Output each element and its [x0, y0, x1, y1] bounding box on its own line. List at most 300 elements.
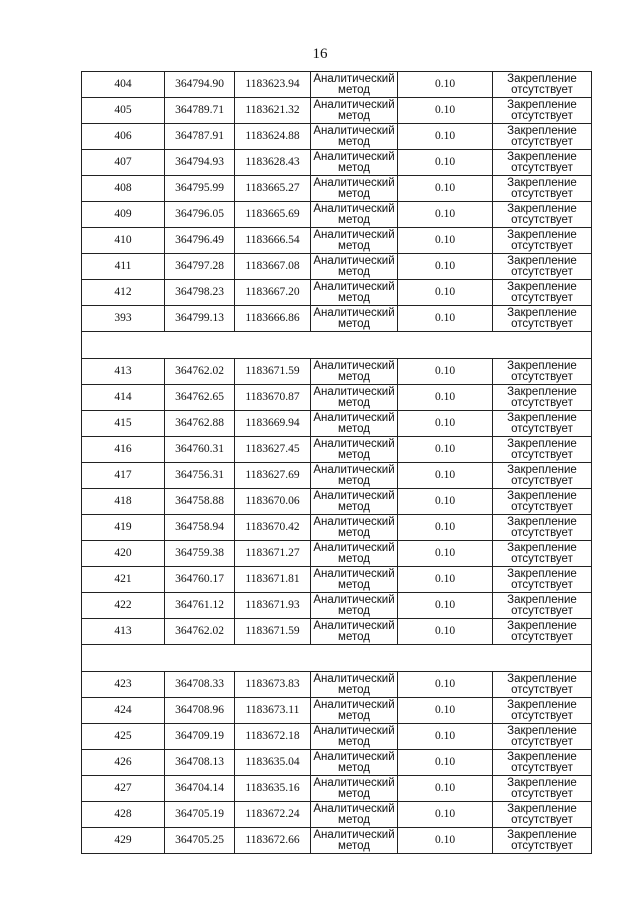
- method-label-line1: Аналитический: [313, 359, 395, 372]
- fixing-label-line1: Закрепление: [507, 463, 577, 476]
- point-number-cell: 422: [82, 593, 165, 619]
- table-row: [82, 176, 592, 202]
- fixing-cell: [493, 306, 592, 332]
- x-coordinate-cell: 364794.90: [165, 72, 235, 98]
- fixing-cell: [493, 202, 592, 228]
- y-coordinate-cell: 1183671.93: [235, 593, 311, 619]
- x-coordinate-cell: 364759.38: [165, 541, 235, 567]
- accuracy-cell: 0.10: [398, 724, 493, 750]
- method-cell: [311, 541, 398, 567]
- table-row: [82, 385, 592, 411]
- point-number-cell: 416: [82, 437, 165, 463]
- y-coordinate-cell: 1183672.66: [235, 828, 311, 854]
- x-coordinate-cell: 364760.31: [165, 437, 235, 463]
- accuracy-cell: 0.10: [398, 306, 493, 332]
- method-cell: [311, 776, 398, 802]
- x-coordinate-cell: 364708.96: [165, 698, 235, 724]
- fixing-label-line1: Закрепление: [507, 593, 577, 606]
- method-cell: [311, 802, 398, 828]
- page-number: 16: [312, 46, 328, 62]
- x-coordinate-cell: 364762.02: [165, 619, 235, 645]
- method-label-line2: метод: [338, 578, 370, 591]
- x-coordinate-cell: 364798.23: [165, 280, 235, 306]
- y-coordinate-cell: 1183669.94: [235, 411, 311, 437]
- table-row: [82, 567, 592, 593]
- x-coordinate-cell: 364797.28: [165, 254, 235, 280]
- y-coordinate-cell: 1183670.06: [235, 489, 311, 515]
- accuracy-cell: 0.10: [398, 489, 493, 515]
- fixing-label-line1: Закрепление: [507, 567, 577, 580]
- group-separator-cell: [82, 332, 592, 359]
- table-row: [82, 98, 592, 124]
- fixing-label-line2: отсутствует: [511, 552, 573, 565]
- point-number-cell: 404: [82, 72, 165, 98]
- x-coordinate-cell: 364762.65: [165, 385, 235, 411]
- fixing-cell: [493, 750, 592, 776]
- point-number-cell: 412: [82, 280, 165, 306]
- fixing-label-line1: Закрепление: [507, 176, 577, 189]
- method-cell: [311, 359, 398, 385]
- method-label-line2: метод: [338, 317, 370, 330]
- method-label-line2: метод: [338, 422, 370, 435]
- x-coordinate-cell: 364705.25: [165, 828, 235, 854]
- accuracy-cell: 0.10: [398, 150, 493, 176]
- fixing-cell: [493, 541, 592, 567]
- fixing-label-line1: Закрепление: [507, 228, 577, 241]
- method-cell: [311, 724, 398, 750]
- point-number-cell: 409: [82, 202, 165, 228]
- fixing-label-line2: отсутствует: [511, 630, 573, 643]
- x-coordinate-cell: 364796.49: [165, 228, 235, 254]
- method-label-line1: Аналитический: [313, 72, 395, 85]
- group-separator-row: [82, 332, 592, 359]
- fixing-label-line2: отсутствует: [511, 735, 573, 748]
- point-number-cell: 408: [82, 176, 165, 202]
- table-row: [82, 254, 592, 280]
- fixing-label-line2: отсутствует: [511, 239, 573, 252]
- accuracy-cell: 0.10: [398, 254, 493, 280]
- method-label-line1: Аналитический: [313, 411, 395, 424]
- fixing-label-line2: отсутствует: [511, 213, 573, 226]
- x-coordinate-cell: 364760.17: [165, 567, 235, 593]
- method-cell: [311, 750, 398, 776]
- x-coordinate-cell: 364758.88: [165, 489, 235, 515]
- method-label-line1: Аналитический: [313, 593, 395, 606]
- table-row: [82, 541, 592, 567]
- method-label-line1: Аналитический: [313, 306, 395, 319]
- table-row: [82, 672, 592, 698]
- table-row: [82, 724, 592, 750]
- fixing-label-line1: Закрепление: [507, 150, 577, 163]
- fixing-cell: [493, 411, 592, 437]
- accuracy-cell: 0.10: [398, 72, 493, 98]
- method-cell: [311, 828, 398, 854]
- point-number-cell: 429: [82, 828, 165, 854]
- fixing-label-line2: отсутствует: [511, 317, 573, 330]
- fixing-cell: [493, 385, 592, 411]
- fixing-cell: [493, 463, 592, 489]
- method-label-line2: метод: [338, 396, 370, 409]
- method-cell: [311, 306, 398, 332]
- x-coordinate-cell: 364708.33: [165, 672, 235, 698]
- fixing-cell: [493, 280, 592, 306]
- accuracy-cell: 0.10: [398, 672, 493, 698]
- method-label-line2: метод: [338, 526, 370, 539]
- fixing-label-line2: отсутствует: [511, 761, 573, 774]
- y-coordinate-cell: 1183667.08: [235, 254, 311, 280]
- method-label-line2: метод: [338, 630, 370, 643]
- y-coordinate-cell: 1183671.27: [235, 541, 311, 567]
- method-label-line2: метод: [338, 291, 370, 304]
- point-number-cell: 424: [82, 698, 165, 724]
- fixing-cell: [493, 802, 592, 828]
- y-coordinate-cell: 1183623.94: [235, 72, 311, 98]
- fixing-label-line2: отсутствует: [511, 526, 573, 539]
- x-coordinate-cell: 364796.05: [165, 202, 235, 228]
- fixing-cell: [493, 176, 592, 202]
- accuracy-cell: 0.10: [398, 567, 493, 593]
- method-cell: [311, 672, 398, 698]
- fixing-label-line1: Закрепление: [507, 72, 577, 85]
- method-label-line1: Аналитический: [313, 98, 395, 111]
- y-coordinate-cell: 1183671.81: [235, 567, 311, 593]
- fixing-label-line1: Закрепление: [507, 437, 577, 450]
- fixing-label-line1: Закрепление: [507, 515, 577, 528]
- method-label-line1: Аналитический: [313, 619, 395, 632]
- y-coordinate-cell: 1183673.83: [235, 672, 311, 698]
- method-label-line1: Аналитический: [313, 672, 395, 685]
- point-number-cell: 418: [82, 489, 165, 515]
- fixing-cell: [493, 593, 592, 619]
- point-number-cell: 405: [82, 98, 165, 124]
- x-coordinate-cell: 364709.19: [165, 724, 235, 750]
- table-row: [82, 411, 592, 437]
- point-number-cell: 428: [82, 802, 165, 828]
- table-row: [82, 437, 592, 463]
- coordinates-table-body: [82, 72, 592, 854]
- fixing-label-line1: Закрепление: [507, 124, 577, 137]
- point-number-cell: 410: [82, 228, 165, 254]
- method-cell: [311, 411, 398, 437]
- y-coordinate-cell: 1183671.59: [235, 359, 311, 385]
- accuracy-cell: 0.10: [398, 619, 493, 645]
- method-label-line2: метод: [338, 761, 370, 774]
- fixing-label-line1: Закрепление: [507, 802, 577, 815]
- point-number-cell: 406: [82, 124, 165, 150]
- method-cell: [311, 463, 398, 489]
- method-cell: [311, 254, 398, 280]
- accuracy-cell: 0.10: [398, 776, 493, 802]
- fixing-cell: [493, 698, 592, 724]
- coordinates-table: [81, 71, 592, 854]
- method-cell: [311, 698, 398, 724]
- fixing-label-line1: Закрепление: [507, 750, 577, 763]
- fixing-label-line2: отсутствует: [511, 161, 573, 174]
- y-coordinate-cell: 1183624.88: [235, 124, 311, 150]
- table-row: [82, 489, 592, 515]
- x-coordinate-cell: 364704.14: [165, 776, 235, 802]
- fixing-label-line2: отсутствует: [511, 709, 573, 722]
- fixing-label-line1: Закрепление: [507, 619, 577, 632]
- table-row: [82, 828, 592, 854]
- fixing-label-line1: Закрепление: [507, 776, 577, 789]
- method-label-line1: Аналитический: [313, 280, 395, 293]
- method-cell: [311, 515, 398, 541]
- method-label-line1: Аналитический: [313, 698, 395, 711]
- table-row: [82, 359, 592, 385]
- method-label-line2: метод: [338, 709, 370, 722]
- table-row: [82, 202, 592, 228]
- method-label-line2: метод: [338, 787, 370, 800]
- accuracy-cell: 0.10: [398, 98, 493, 124]
- fixing-label-line1: Закрепление: [507, 672, 577, 685]
- accuracy-cell: 0.10: [398, 437, 493, 463]
- method-label-line1: Аналитический: [313, 541, 395, 554]
- method-cell: [311, 280, 398, 306]
- y-coordinate-cell: 1183667.20: [235, 280, 311, 306]
- method-label-line1: Аналитический: [313, 385, 395, 398]
- accuracy-cell: 0.10: [398, 202, 493, 228]
- method-cell: [311, 124, 398, 150]
- method-cell: [311, 176, 398, 202]
- y-coordinate-cell: 1183621.32: [235, 98, 311, 124]
- fixing-label-line1: Закрепление: [507, 385, 577, 398]
- point-number-cell: 420: [82, 541, 165, 567]
- method-cell: [311, 98, 398, 124]
- method-label-line2: метод: [338, 187, 370, 200]
- fixing-label-line2: отсутствует: [511, 83, 573, 96]
- fixing-label-line1: Закрепление: [507, 280, 577, 293]
- fixing-cell: [493, 98, 592, 124]
- method-label-line1: Аналитический: [313, 828, 395, 841]
- accuracy-cell: 0.10: [398, 228, 493, 254]
- method-label-line1: Аналитический: [313, 202, 395, 215]
- table-row: [82, 593, 592, 619]
- fixing-cell: [493, 515, 592, 541]
- x-coordinate-cell: 364795.99: [165, 176, 235, 202]
- accuracy-cell: 0.10: [398, 385, 493, 411]
- x-coordinate-cell: 364787.91: [165, 124, 235, 150]
- table-row: [82, 280, 592, 306]
- point-number-cell: 419: [82, 515, 165, 541]
- fixing-label-line2: отсутствует: [511, 187, 573, 200]
- method-label-line2: метод: [338, 552, 370, 565]
- y-coordinate-cell: 1183673.11: [235, 698, 311, 724]
- fixing-label-line1: Закрепление: [507, 724, 577, 737]
- table-row: [82, 150, 592, 176]
- y-coordinate-cell: 1183666.86: [235, 306, 311, 332]
- accuracy-cell: 0.10: [398, 280, 493, 306]
- y-coordinate-cell: 1183672.18: [235, 724, 311, 750]
- method-label-line2: метод: [338, 239, 370, 252]
- y-coordinate-cell: 1183635.04: [235, 750, 311, 776]
- y-coordinate-cell: 1183665.69: [235, 202, 311, 228]
- group-separator-cell: [82, 645, 592, 672]
- method-cell: [311, 150, 398, 176]
- method-label-line1: Аналитический: [313, 776, 395, 789]
- y-coordinate-cell: 1183671.59: [235, 619, 311, 645]
- x-coordinate-cell: 364789.71: [165, 98, 235, 124]
- method-label-line1: Аналитический: [313, 228, 395, 241]
- method-label-line2: метод: [338, 683, 370, 696]
- fixing-label-line1: Закрепление: [507, 489, 577, 502]
- method-cell: [311, 202, 398, 228]
- method-label-line2: метод: [338, 474, 370, 487]
- point-number-cell: 415: [82, 411, 165, 437]
- fixing-cell: [493, 228, 592, 254]
- method-label-line2: метод: [338, 839, 370, 852]
- fixing-label-line2: отсутствует: [511, 396, 573, 409]
- accuracy-cell: 0.10: [398, 515, 493, 541]
- method-label-line2: метод: [338, 448, 370, 461]
- fixing-label-line2: отсутствует: [511, 474, 573, 487]
- x-coordinate-cell: 364758.94: [165, 515, 235, 541]
- fixing-label-line1: Закрепление: [507, 828, 577, 841]
- point-number-cell: 423: [82, 672, 165, 698]
- table-row: [82, 802, 592, 828]
- method-label-line2: метод: [338, 500, 370, 513]
- point-number-cell: 407: [82, 150, 165, 176]
- accuracy-cell: 0.10: [398, 411, 493, 437]
- x-coordinate-cell: 364705.19: [165, 802, 235, 828]
- point-number-cell: 417: [82, 463, 165, 489]
- table-row: [82, 750, 592, 776]
- fixing-label-line1: Закрепление: [507, 541, 577, 554]
- method-label-line2: метод: [338, 265, 370, 278]
- fixing-label-line1: Закрепление: [507, 306, 577, 319]
- x-coordinate-cell: 364708.13: [165, 750, 235, 776]
- accuracy-cell: 0.10: [398, 541, 493, 567]
- fixing-cell: [493, 724, 592, 750]
- point-number-cell: 421: [82, 567, 165, 593]
- point-number-cell: 413: [82, 619, 165, 645]
- method-label-line2: метод: [338, 213, 370, 226]
- fixing-cell: [493, 619, 592, 645]
- method-label-line1: Аналитический: [313, 463, 395, 476]
- table-row: [82, 124, 592, 150]
- fixing-label-line1: Закрепление: [507, 202, 577, 215]
- fixing-cell: [493, 254, 592, 280]
- fixing-cell: [493, 776, 592, 802]
- table-row: [82, 619, 592, 645]
- fixing-cell: [493, 489, 592, 515]
- method-label-line2: метод: [338, 135, 370, 148]
- table-row: [82, 463, 592, 489]
- fixing-label-line2: отсутствует: [511, 135, 573, 148]
- x-coordinate-cell: 364794.93: [165, 150, 235, 176]
- y-coordinate-cell: 1183670.42: [235, 515, 311, 541]
- fixing-cell: [493, 150, 592, 176]
- method-label-line1: Аналитический: [313, 750, 395, 763]
- method-label-line1: Аналитический: [313, 489, 395, 502]
- fixing-label-line2: отсутствует: [511, 448, 573, 461]
- fixing-label-line1: Закрепление: [507, 359, 577, 372]
- method-label-line2: метод: [338, 604, 370, 617]
- table-row: [82, 306, 592, 332]
- fixing-label-line2: отсутствует: [511, 578, 573, 591]
- y-coordinate-cell: 1183628.43: [235, 150, 311, 176]
- method-label-line1: Аналитический: [313, 567, 395, 580]
- fixing-label-line1: Закрепление: [507, 698, 577, 711]
- fixing-label-line2: отсутствует: [511, 787, 573, 800]
- x-coordinate-cell: 364761.12: [165, 593, 235, 619]
- method-label-line1: Аналитический: [313, 124, 395, 137]
- table-row: [82, 228, 592, 254]
- point-number-cell: 427: [82, 776, 165, 802]
- accuracy-cell: 0.10: [398, 802, 493, 828]
- fixing-cell: [493, 567, 592, 593]
- fixing-label-line2: отсутствует: [511, 291, 573, 304]
- fixing-label-line2: отсутствует: [511, 604, 573, 617]
- fixing-label-line2: отсутствует: [511, 683, 573, 696]
- point-number-cell: 414: [82, 385, 165, 411]
- y-coordinate-cell: 1183627.69: [235, 463, 311, 489]
- fixing-cell: [493, 672, 592, 698]
- point-number-cell: 413: [82, 359, 165, 385]
- method-label-line1: Аналитический: [313, 515, 395, 528]
- x-coordinate-cell: 364762.88: [165, 411, 235, 437]
- accuracy-cell: 0.10: [398, 750, 493, 776]
- method-label-line2: метод: [338, 370, 370, 383]
- fixing-label-line1: Закрепление: [507, 254, 577, 267]
- method-label-line1: Аналитический: [313, 437, 395, 450]
- accuracy-cell: 0.10: [398, 828, 493, 854]
- method-label-line2: метод: [338, 109, 370, 122]
- fixing-label-line2: отсутствует: [511, 839, 573, 852]
- method-label-line2: метод: [338, 813, 370, 826]
- fixing-cell: [493, 437, 592, 463]
- method-label-line1: Аналитический: [313, 254, 395, 267]
- method-cell: [311, 72, 398, 98]
- fixing-cell: [493, 359, 592, 385]
- accuracy-cell: 0.10: [398, 359, 493, 385]
- fixing-label-line2: отсутствует: [511, 500, 573, 513]
- method-label-line2: метод: [338, 161, 370, 174]
- fixing-label-line1: Закрепление: [507, 98, 577, 111]
- accuracy-cell: 0.10: [398, 176, 493, 202]
- table-row: [82, 776, 592, 802]
- x-coordinate-cell: 364799.13: [165, 306, 235, 332]
- method-cell: [311, 567, 398, 593]
- method-cell: [311, 228, 398, 254]
- point-number-cell: 411: [82, 254, 165, 280]
- fixing-cell: [493, 124, 592, 150]
- fixing-label-line2: отсутствует: [511, 370, 573, 383]
- y-coordinate-cell: 1183627.45: [235, 437, 311, 463]
- method-cell: [311, 593, 398, 619]
- y-coordinate-cell: 1183665.27: [235, 176, 311, 202]
- method-label-line1: Аналитический: [313, 176, 395, 189]
- table-row: [82, 72, 592, 98]
- method-label-line2: метод: [338, 83, 370, 96]
- method-cell: [311, 619, 398, 645]
- y-coordinate-cell: 1183666.54: [235, 228, 311, 254]
- accuracy-cell: 0.10: [398, 593, 493, 619]
- fixing-cell: [493, 828, 592, 854]
- method-cell: [311, 385, 398, 411]
- y-coordinate-cell: 1183635.16: [235, 776, 311, 802]
- fixing-label-line2: отсутствует: [511, 813, 573, 826]
- y-coordinate-cell: 1183672.24: [235, 802, 311, 828]
- accuracy-cell: 0.10: [398, 463, 493, 489]
- y-coordinate-cell: 1183670.87: [235, 385, 311, 411]
- point-number-cell: 425: [82, 724, 165, 750]
- group-separator-row: [82, 645, 592, 672]
- method-label-line1: Аналитический: [313, 802, 395, 815]
- method-cell: [311, 437, 398, 463]
- table-row: [82, 698, 592, 724]
- accuracy-cell: 0.10: [398, 124, 493, 150]
